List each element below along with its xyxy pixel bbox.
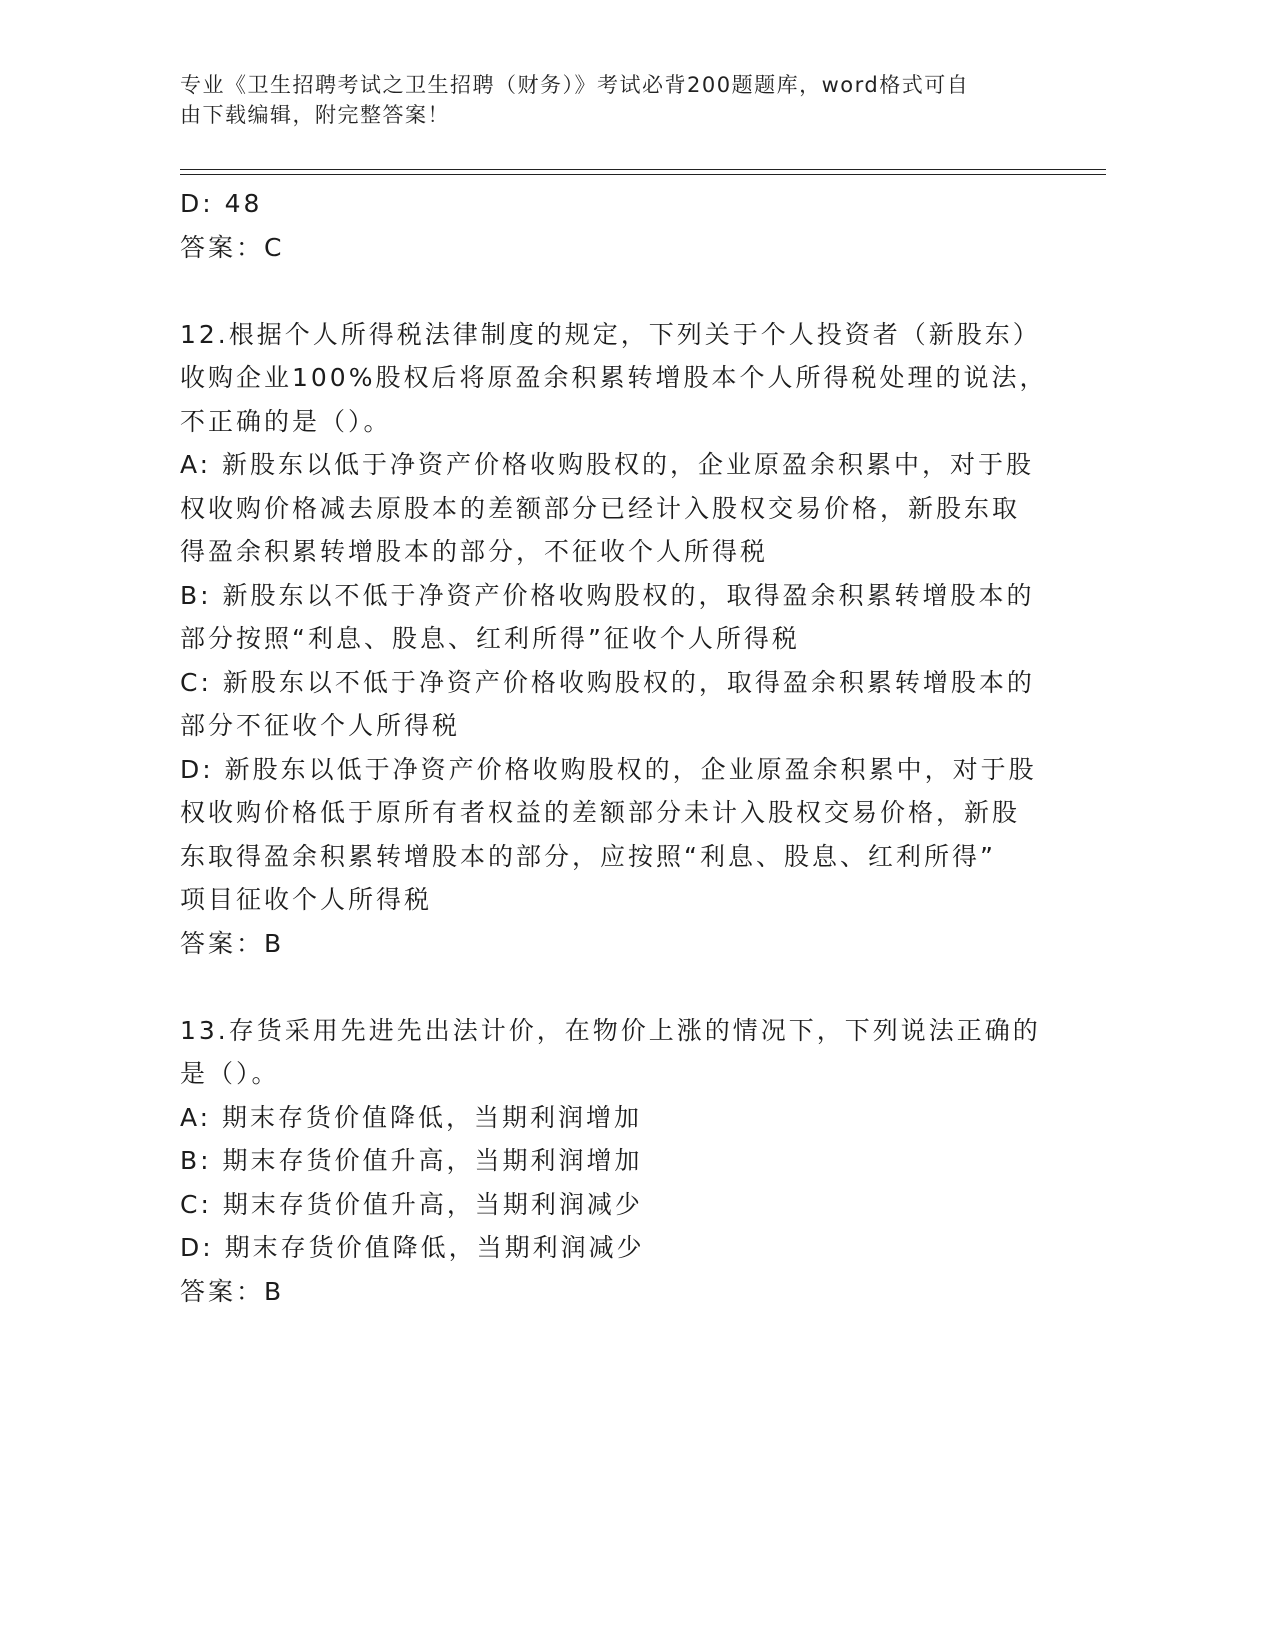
q12-option-d: D: 新股东以低于净资产价格收购股权的，企业原盈余积累中，对于股 (180, 754, 1037, 784)
header-line-2: 由下载编辑，附完整答案！ (180, 103, 450, 127)
q12-option-b: B: 新股东以不低于净资产价格收购股权的，取得盈余积累转增股本的 (180, 580, 1035, 610)
q12-option-c: C: 新股东以不低于净资产价格收购股权的，取得盈余积累转增股本的 (180, 667, 1035, 697)
prev-answer: 答案：C (180, 232, 285, 262)
page-header (180, 70, 1040, 130)
q12-option-a: 得盈余积累转增股本的部分，不征收个人所得税 (180, 537, 769, 566)
header-rule-bottom (180, 174, 1106, 175)
prev-option-d: D: 48 (180, 189, 263, 218)
q13-option-d: D: 期末存货价值降低，当期利润减少 (180, 1233, 645, 1262)
q12-stem-line: 收购企业100%股权后将原盈余积累转增股本个人所得税处理的说法， (180, 363, 1048, 392)
question-content (180, 182, 1048, 1313)
q12-option-b: 部分按照“利息、股息、红利所得”征收个人所得税 (180, 624, 800, 653)
header-line-1: 专业《卫生招聘考试之卫生招聘（财务）》考试必背200题题库，word格式可自 (180, 73, 970, 97)
q13-answer: 答案：B (180, 1276, 285, 1306)
q12-option-d: 东取得盈余积累转增股本的部分，应按照“利息、股息、红利所得” (180, 841, 996, 871)
q13-option-c: C: 期末存货价值升高，当期利润减少 (180, 1189, 643, 1219)
spacer (180, 965, 1040, 1009)
q13-option-b: B: 期末存货价值升高，当期利润增加 (180, 1146, 643, 1175)
q12-option-a: A: 新股东以低于净资产价格收购股权的，企业原盈余积累中，对于股 (180, 450, 1035, 479)
q12-option-c: 部分不征收个人所得税 (180, 711, 461, 740)
q12-option-d: 权收购价格低于原所有者权益的差额部分未计入股权交易价格，新股 (180, 798, 1021, 827)
spacer (180, 269, 1040, 313)
question-13 (180, 1009, 1040, 1314)
q13-stem-line: 13.存货采用先进先出法计价，在物价上涨的情况下，下列说法正确的 (180, 1015, 1041, 1045)
q13-option-a: A: 期末存货价值降低，当期利润增加 (180, 1102, 643, 1132)
q12-stem-line: 不正确的是（）。 (180, 406, 392, 436)
q12-option-a: 权收购价格减去原股本的差额部分已经计入股权交易价格，新股东取 (180, 493, 1021, 523)
header-rule-top (180, 169, 1106, 170)
q12-answer: 答案：B (180, 928, 285, 958)
q12-option-d: 项目征收个人所得税 (180, 885, 433, 914)
q12-stem-line: 12.根据个人所得税法律制度的规定，下列关于个人投资者（新股东） (180, 319, 1041, 349)
question-12 (180, 313, 1048, 966)
q13-stem-line: 是（）。 (180, 1059, 280, 1088)
